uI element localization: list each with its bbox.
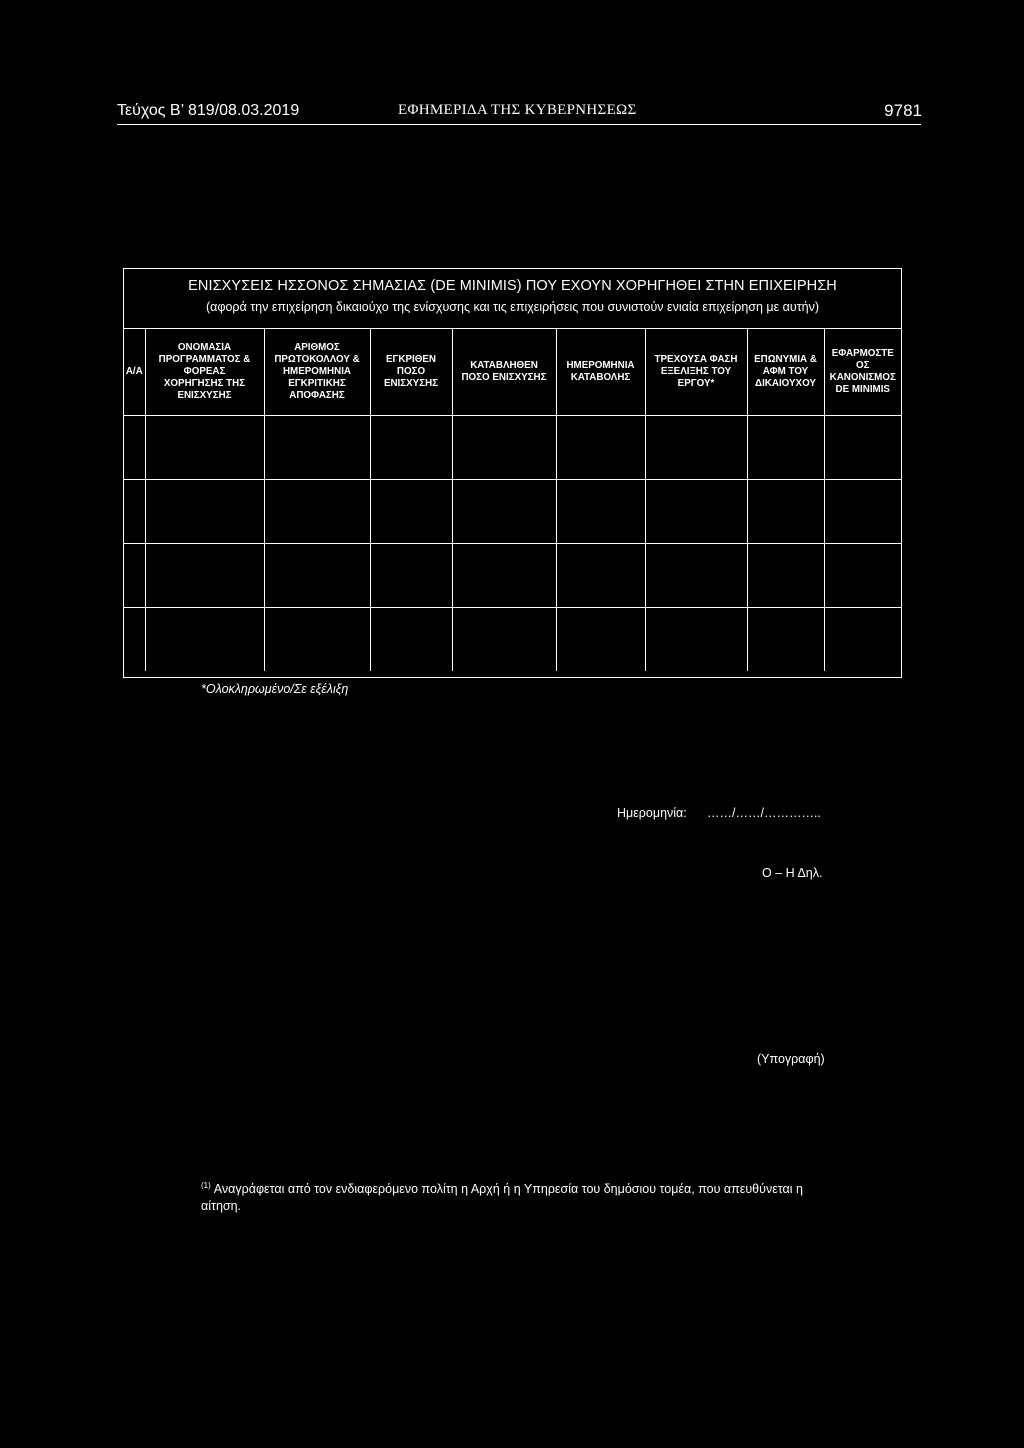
column-header xyxy=(747,328,824,416)
table-cell[interactable] xyxy=(747,544,824,608)
table-cell[interactable] xyxy=(264,608,370,672)
column-header xyxy=(824,328,901,416)
column-header-line: ΠΡΩΤΟΚΟΛΛΟΥ & xyxy=(274,353,360,365)
column-header-line: ΗΜΕΡΟΜΗΝΙΑ xyxy=(566,359,635,371)
column-header-line: ΦΟΡΕΑΣ xyxy=(183,365,226,377)
form-title-block xyxy=(124,269,901,329)
table-cell[interactable] xyxy=(645,480,747,544)
header-journal: ΕΦΗΜΕΡΙΔΑ ΤΗΣ ΚΥΒΕΡΝΗΣΕΩΣ xyxy=(398,102,637,118)
table-cell[interactable] xyxy=(747,480,824,544)
table-cell[interactable] xyxy=(264,480,370,544)
table-row xyxy=(124,416,901,480)
table-row xyxy=(124,608,901,672)
table-cell[interactable] xyxy=(264,544,370,608)
column-header-line: ΗΜΕΡΟΜΗΝΙΑ xyxy=(282,365,352,377)
table-cell[interactable] xyxy=(145,608,264,672)
aid-table xyxy=(124,328,901,671)
column-header-line: ΕΡΓΟΥ* xyxy=(677,377,715,389)
column-header xyxy=(124,328,145,416)
table-cell[interactable] xyxy=(370,480,452,544)
column-header xyxy=(452,328,556,416)
header-rule xyxy=(117,124,921,125)
footnote-text xyxy=(201,1177,841,1215)
column-header-line: ΚΑΤΑΒΛΗΘΕΝ xyxy=(470,359,538,371)
table-cell[interactable] xyxy=(824,480,901,544)
column-header-line: ΔΙΚΑΙΟΥΧΟΥ xyxy=(755,377,816,389)
table-cell[interactable] xyxy=(452,416,556,480)
column-header xyxy=(556,328,645,416)
column-header-line: ΚΑΝΟΝΙΣΜΟΣ xyxy=(829,371,896,383)
date-field[interactable]: ……/……/………….. xyxy=(707,806,821,820)
table-cell[interactable] xyxy=(556,480,645,544)
table-cell[interactable] xyxy=(452,544,556,608)
table-cell[interactable] xyxy=(824,416,901,480)
table-cell[interactable] xyxy=(452,480,556,544)
column-header-line: ΚΑΤΑΒΟΛΗΣ xyxy=(570,371,631,383)
table-row xyxy=(124,480,901,544)
table-cell[interactable] xyxy=(264,416,370,480)
table-cell[interactable] xyxy=(747,416,824,480)
column-header-line: ΠΟΣΟ xyxy=(396,365,426,377)
table-cell[interactable] xyxy=(124,608,145,672)
form-subtitle: (αφορά την επιχείρηση δικαιούχο της ενίσχυσης και τις επιχειρήσεις που συνιστούν ενιαία επιχείρηση με αυτήν) xyxy=(205,300,820,314)
footnote-body: Αναγράφεται από τον ενδιαφερόμενο πολίτη η Αρχή ή η Υπηρεσία του δημόσιου τομέα, που απευθύνεται η αίτηση. xyxy=(201,1182,803,1213)
column-header xyxy=(645,328,747,416)
column-header-line: ΕΝΙΣΧΥΣΗΣ xyxy=(177,389,232,401)
column-header-line: ΑΦΜ ΤΟΥ xyxy=(762,365,809,377)
column-header-line: ΠΟΣΟ ΕΝΙΣΧΥΣΗΣ xyxy=(461,371,547,383)
form-title: ΕΝΙΣΧΥΣΕΙΣ ΗΣΣΟΝΟΣ ΣΗΜΑΣΙΑΣ (DE MINIMIS) ΠΟΥ ΕΧΟΥΝ ΧΟΡΗΓΗΘΕΙ ΣΤΗΝ ΕΠΙΧΕΙΡΗΣΗ xyxy=(188,278,837,294)
signature-label: (Υπογραφή) xyxy=(757,1052,825,1066)
column-header-line: ΑΡΙΘΜΟΣ xyxy=(294,341,340,353)
column-header-line: ΕΓΚΡΙΤΙΚΗΣ xyxy=(288,377,346,389)
table-cell[interactable] xyxy=(145,544,264,608)
table-header-row xyxy=(124,328,901,416)
column-header-line: ΠΡΟΓΡΑΜΜΑΤΟΣ & xyxy=(158,353,251,365)
de-minimis-form xyxy=(123,268,902,678)
declarant-label: Ο – Η Δηλ. xyxy=(762,866,823,880)
column-header xyxy=(264,328,370,416)
column-header-line: ΤΡΕΧΟΥΣΑ ΦΑΣΗ xyxy=(654,353,738,365)
table-cell[interactable] xyxy=(124,544,145,608)
footnote-marker: (1) xyxy=(201,1181,211,1190)
table-cell[interactable] xyxy=(124,416,145,480)
table-cell[interactable] xyxy=(145,416,264,480)
table-cell[interactable] xyxy=(645,608,747,672)
table-cell[interactable] xyxy=(124,480,145,544)
table-cell[interactable] xyxy=(452,608,556,672)
table-cell[interactable] xyxy=(747,608,824,672)
header-page-number: 9781 xyxy=(884,101,922,120)
table-cell[interactable] xyxy=(645,416,747,480)
column-header-line: ΕΝΙΣΧΥΣΗΣ xyxy=(383,377,439,389)
header-issue: Τεύχος Β’ 819/08.03.2019 xyxy=(117,102,300,119)
column-header-line: ΕΓΚΡΙΘΕΝ xyxy=(386,353,436,365)
table-cell[interactable] xyxy=(370,544,452,608)
column-header-line: ΟΣ xyxy=(856,359,870,371)
column-header-line: ΕΦΑΡΜΟΣΤΕ xyxy=(831,347,894,359)
column-header-line: Α/Α xyxy=(125,365,143,377)
table-cell[interactable] xyxy=(145,480,264,544)
date-label: Ημερομηνία: xyxy=(617,806,687,820)
column-header-line: ΟΝΟΜΑΣΙΑ xyxy=(177,341,232,353)
column-header-line: ΕΠΩΝΥΜΙΑ & xyxy=(754,353,817,365)
table-row xyxy=(124,544,901,608)
column-header-line: DE MINIMIS xyxy=(835,383,890,395)
table-cell[interactable] xyxy=(824,544,901,608)
table-cell[interactable] xyxy=(824,608,901,672)
table-cell[interactable] xyxy=(556,416,645,480)
table-cell[interactable] xyxy=(556,608,645,672)
column-header-line: ΕΞΕΛΙΞΗΣ ΤΟΥ xyxy=(660,365,732,377)
column-header-line: ΑΠΟΦΑΣΗΣ xyxy=(289,389,345,401)
table-cell[interactable] xyxy=(370,608,452,672)
completion-status-footnote: *Ολοκληρωμένο/Σε εξέλιξη xyxy=(201,682,349,696)
table-cell[interactable] xyxy=(370,416,452,480)
column-header-line: ΧΟΡΗΓΗΣΗΣ ΤΗΣ xyxy=(163,377,246,389)
table-cell[interactable] xyxy=(556,544,645,608)
table-cell[interactable] xyxy=(645,544,747,608)
column-header xyxy=(145,328,264,416)
column-header xyxy=(370,328,452,416)
